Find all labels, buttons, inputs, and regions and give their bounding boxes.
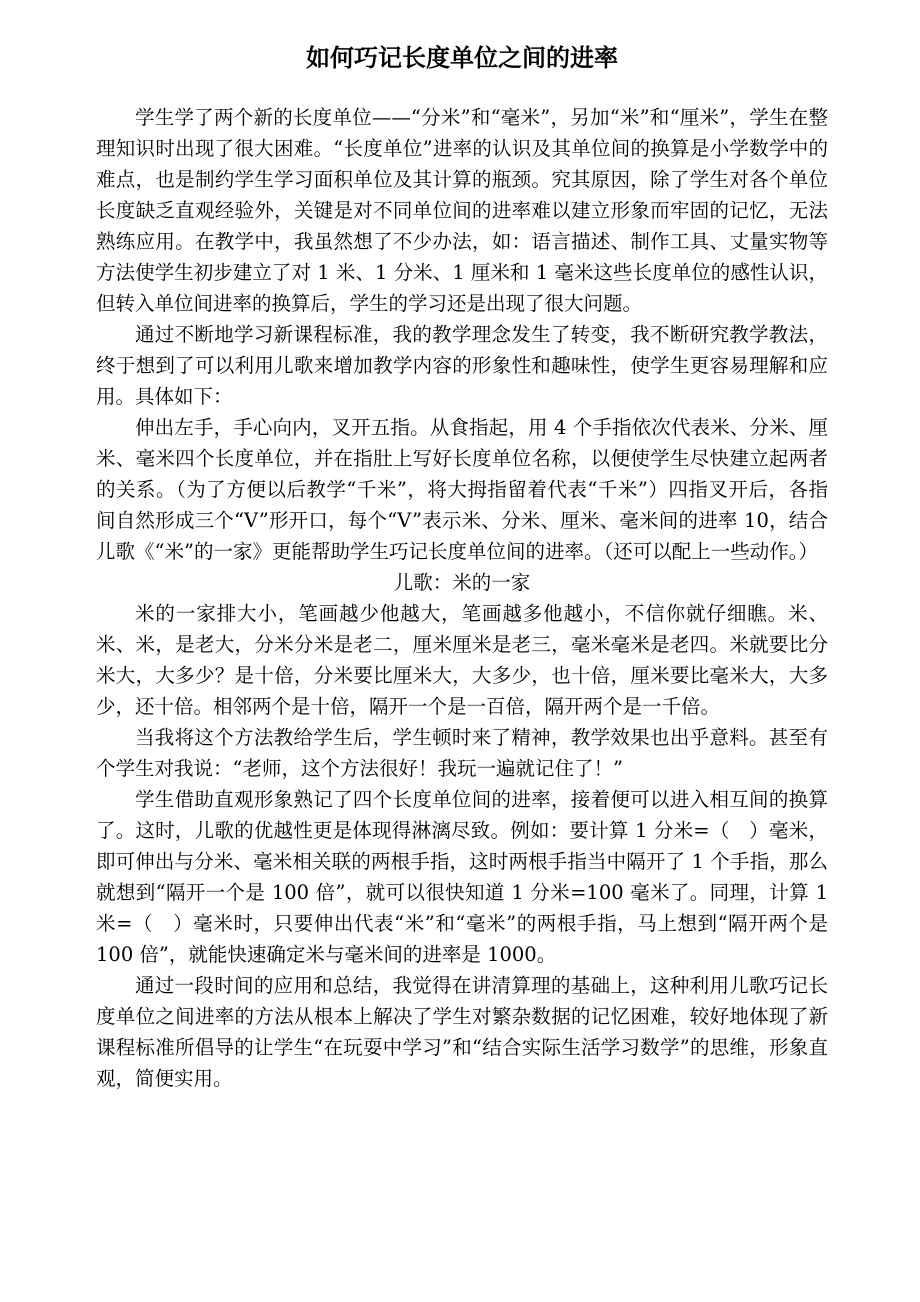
document-title: 如何巧记长度单位之间的进率 <box>306 44 618 72</box>
paragraph-student-reaction: 当我将这个方法教给学生后，学生顿时来了精神，教学效果也出乎意料。甚至有个学生对我说：“老师，这个方法很好！我玩一遍就记住了！” <box>96 726 828 780</box>
song-lyrics: 米的一家排大小，笔画越少他越大，笔画越多他越小，不信你就仔细瞧。米、米、米，是老大，分米分米是老二，厘米厘米是老三，毫米毫米是老四。米就要比分米大，大多少？是十倍，分米要比厘米大，大多少，也十倍，厘米要比毫米大，大多少，还十倍。相邻两个是十倍，隔开一个是一百倍，隔开两个是一千倍。 <box>96 602 828 718</box>
paragraph-intro: 学生学了两个新的长度单位——“分米”和“毫米”，另加“米”和“厘米”，学生在整理知识时出现了很大困难。“长度单位”进率的认识及其单位间的换算是小学数学中的难点，也是制约学生学习面积单位及其计算的瓶颈。究其原因，除了学生对各个单位长度缺乏直观经验外，关键是对不同单位间的进率难以建立形象而牢固的记忆，无法熟练应用。在教学中，我虽然想了不少办法，如：语言描述、制作工具、丈量实物等方法使学生初步建立了对 1 米、1 分米、1 厘米和 1 毫米这些长度单位的感性认识，但转入单位间进率的换算后，学生的学习还是出现了很大问题。 <box>96 106 828 315</box>
song-title: 儿歌：米的一家 <box>393 571 531 594</box>
paragraph-new-idea: 通过不断地学习新课程标准，我的教学理念发生了转变，我不断研究教学教法，终于想到了可以利用儿歌来增加教学内容的形象性和趣味性，使学生更容易理解和应用。具体如下： <box>96 323 828 408</box>
paragraph-conclusion: 通过一段时间的应用和总结，我觉得在讲清算理的基础上，这种利用儿歌巧记长度单位之间进率的方法从根本上解决了学生对繁杂数据的记忆困难，较好地体现了新课程标准所倡导的让学生“在玩耍中学习”和“结合实际生活学习数学”的思维，形象直观，简便实用。 <box>96 974 828 1090</box>
paragraph-hand-method: 伸出左手，手心向内，叉开五指。从食指起，用 4 个手指依次代表米、分米、厘米、毫米四个长度单位，并在指肚上写好长度单位名称，以便使学生尽快建立起两者的关系。（为了方便以后教学“千米”，将大拇指留着代表“千米”）四指叉开后，各指间自然形成三个“V”形开口，每个“V”表示米、分米、厘米、毫米间的进率 10，结合儿歌《“米”的一家》更能帮助学生巧记长度单位间的进率。（还可以配上一些动作。） <box>96 416 828 563</box>
document-page <box>96 40 828 1094</box>
paragraph-conversion-example: 学生借助直观形象熟记了四个长度单位间的进率，接着便可以进入相互间的换算了。这时，儿歌的优越性更是体现得淋漓尽致。例如：要计算 1 分米=（ ）毫米，即可伸出与分米、毫米相关联的两根手指，这时两根手指当中隔开了 1 个手指，那么就想到“隔开一个是 100 倍”，就可以很快知道 1 分米=100 毫米了。同理，计算 1 米=（ ）毫米时，只要伸出代表“米”和“毫米”的两根手指，马上想到“隔开两个是 100 倍”，就能快速确定米与毫米间的进率是 1000。 <box>96 788 828 966</box>
